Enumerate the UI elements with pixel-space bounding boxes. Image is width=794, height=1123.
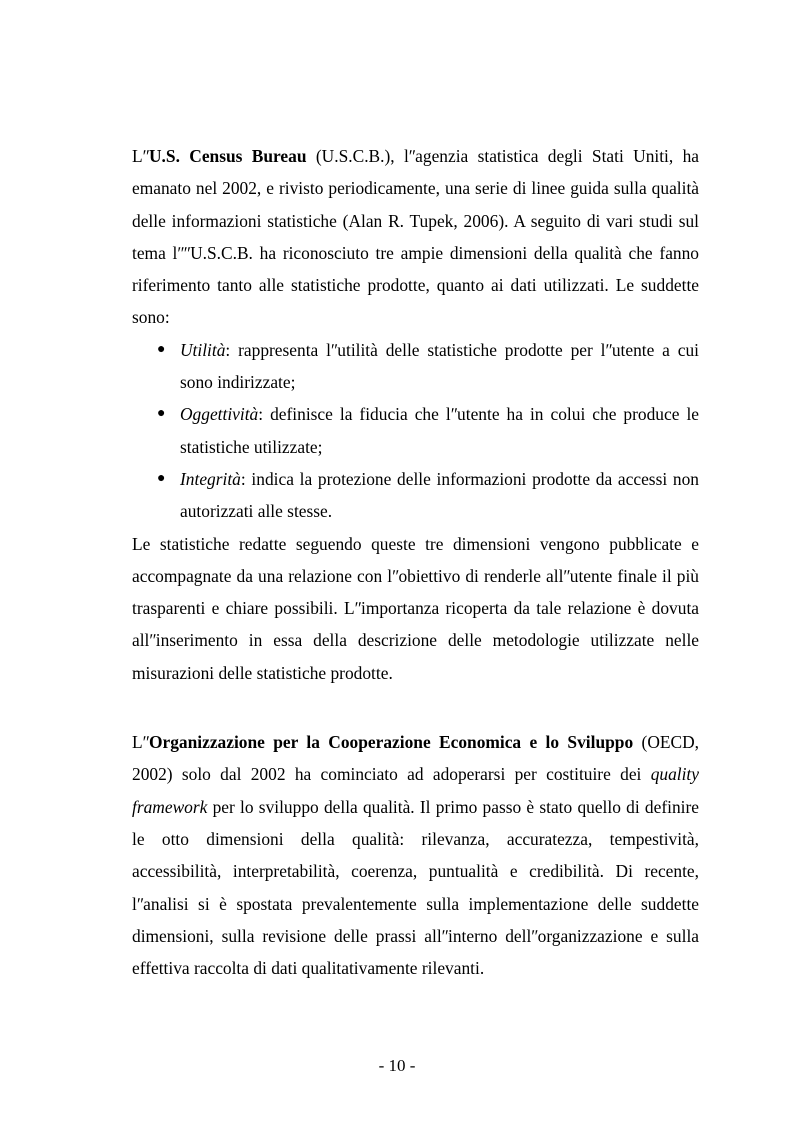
paragraph-text: (OECD, 2002) solo dal 2002 ha cominciato ad adoperarsi per costituire dei (132, 732, 700, 785)
paragraph-lead: Lʺ (132, 732, 149, 753)
list-item-term: Utilità (180, 339, 226, 360)
list-item (157, 334, 699, 399)
paragraph-census-bureau (132, 140, 699, 334)
list-item-text: : indica la protezione delle informazioni prodotte da accessi non autorizzati alle stesse. (180, 468, 699, 522)
paragraph-lead: Lʺ (132, 146, 149, 166)
paragraph-text: per lo sviluppo della qualità. Il primo passo è stato quello di definire le otto dimensioni della qualità: rilevanza, accuratezza, tempestività, accessibilità, interpretabilità, coerenza, puntualità e credibilità. Di recente, lʺanalisi si è spostata prevalentemente sulla implementazione delle suddette dimensioni, sulla revisione delle prassi allʺinterno dellʺorganizzazione e sulla effettiva raccolta di dati qualitativamente rilevanti. (132, 796, 699, 979)
paragraph-statistics: Le statistiche redatte seguendo queste tre dimensioni vengono pubblicate e accompagnate da una relazione con lʺobiettivo di renderle allʺutente finale il più trasparenti e chiare possibili. Lʺimportanza ricoperta da tale relazione è dovuta allʺinserimento in essa della descrizione delle metodologie utilizzate nelle misurazioni delle statistiche prodotte. (132, 533, 699, 683)
bullet-icon: ● (157, 341, 166, 357)
list-item (157, 463, 699, 528)
paragraph-oecd (132, 726, 699, 984)
quality-dimensions-list (132, 334, 699, 528)
page-number: - 10 - (378, 1056, 416, 1075)
list-item-term: Integrità (180, 468, 241, 489)
page-body (132, 140, 699, 984)
paragraph-text: (U.S.C.B.), lʺagenzia statistica degli Stati Uniti, ha emanato nel 2002, e rivisto periodicamente, una serie di linee guida sulla qualità delle informazioni statistiche (Alan R. Tupek, 2006). A seguito di vari studi sul tema lʺʺU.S.C.B. ha riconosciuto tre ampie dimensioni della qualità che fanno riferimento tanto alle statistiche prodotte, quanto ai dati utilizzati. Le suddette sono: (132, 146, 699, 328)
list-item-text: : rappresenta lʺutilità delle statistiche prodotte per lʺutente a cui sono indirizzate; (180, 339, 699, 393)
paragraph-spacer (132, 689, 699, 726)
list-item-term: Oggettività (180, 404, 259, 425)
bullet-icon: ● (157, 470, 166, 486)
list-item-text: : definisce la fiducia che lʺutente ha in colui che produce le statistiche utilizzate; (180, 404, 699, 457)
bullet-icon: ● (157, 406, 166, 422)
term-quality-framework: quality framework (132, 764, 699, 817)
term-oecd: Organizzazione per la Cooperazione Economica e lo Sviluppo (148, 732, 634, 753)
list-item (157, 398, 699, 463)
term-census-bureau: U.S. Census Bureau (148, 146, 307, 166)
